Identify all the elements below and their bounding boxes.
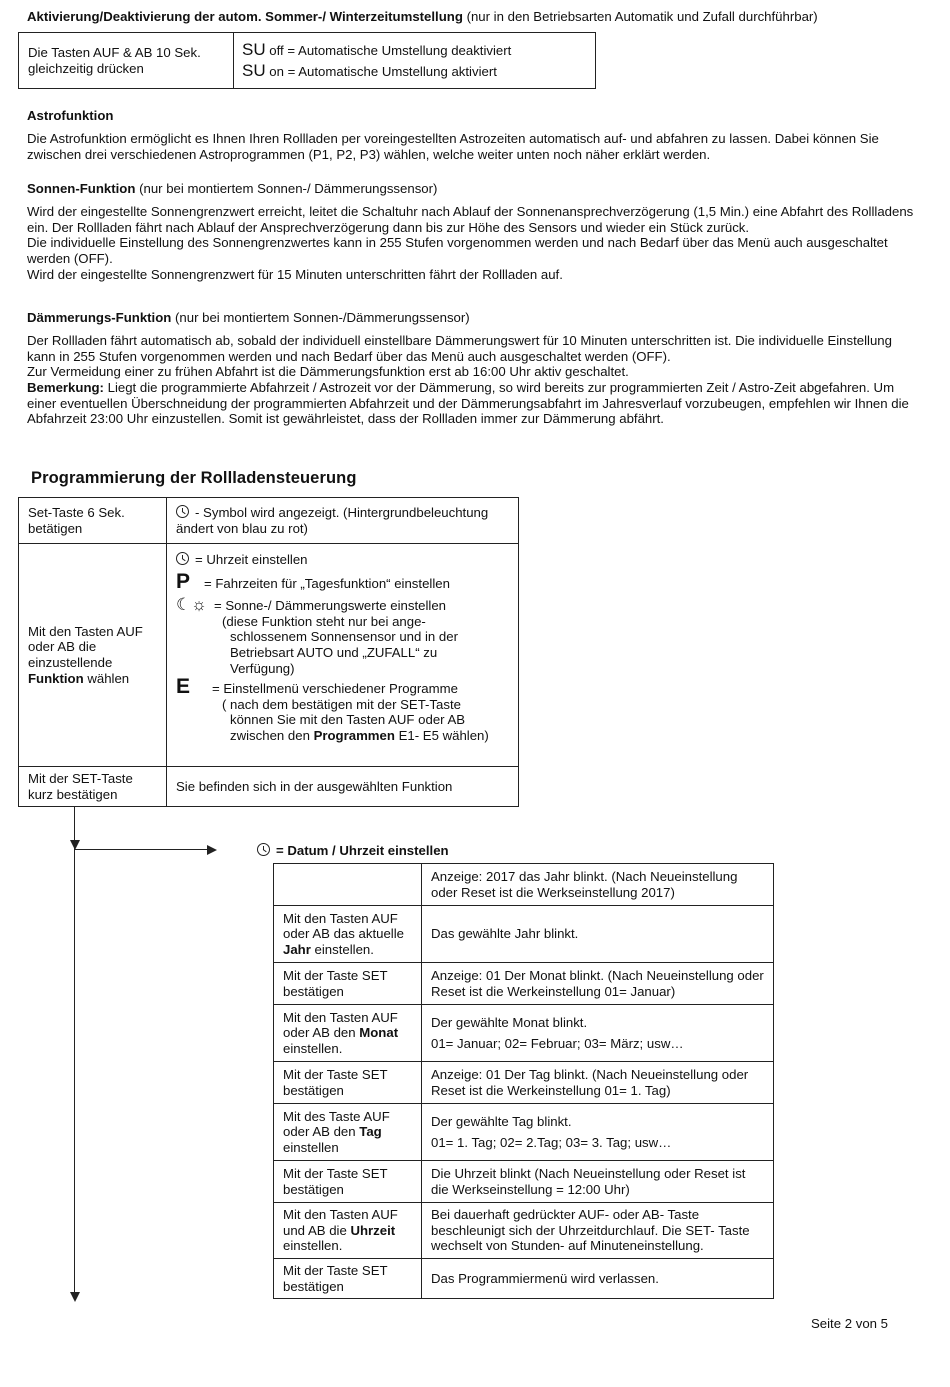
dt-r7-left — [274, 1203, 422, 1259]
dusk-heading: Dämmerungs-Funktion — [27, 310, 172, 325]
datetime-row-8 — [274, 1259, 774, 1299]
dt-r3-right — [422, 1005, 774, 1062]
prog-r2-sun-note-1: (diese Funktion steht nur bei ange- — [222, 613, 426, 629]
prog-r2-sun-note-2: schlossenem Sonnensensor und in der — [230, 629, 458, 645]
astro-text: Die Astrofunktion ermöglicht es Ihnen Ihren Rollladen per voreingestellten Astrozeiten automatisch auf- und abfahren zu lassen. Dabei können Sie zwischen drei verschiedenen Astroprogrammen (P1, P2, P3) wählen, welche weiter unten noch näher erklärt werden. — [27, 131, 879, 162]
prog-r2-p-text: = Fahrzeiten für „Tagesfunktion“ einstellen — [204, 575, 450, 591]
clock-icon — [176, 552, 189, 565]
dst-left-text: Die Tasten AUF & AB 10 Sek. gleichzeitig drücken — [28, 44, 201, 76]
dt-r5-left — [274, 1104, 422, 1161]
dst-heading: Aktivierung/Deaktivierung der autom. Sommer-/ Winterzeitumstellung — [27, 9, 463, 24]
prog-r1-right-text: - Symbol wird angezeigt. (Hintergrundbeleuchtung ändert von blau zu rot) — [176, 504, 489, 536]
dt-r8-left: Mit der Taste SET bestätigen — [274, 1259, 422, 1299]
prog-row-1 — [19, 498, 519, 544]
dt-r1-left — [274, 906, 422, 963]
sun-p3: Wird der eingestellte Sonnengrenzwert für 15 Minuten unterschritten fährt der Rollladen auf. — [27, 267, 563, 282]
dst-heading-line — [27, 9, 927, 25]
prog-r2-left-c: wählen — [87, 670, 130, 686]
dt-r4-right: Anzeige: 01 Der Tag blinkt. (Nach Neueinstellung oder Reset ist die Werkeinstellung 01= 1. Tag) — [422, 1062, 774, 1104]
dt-r7-left-a: Mit den Tasten AUF und AB die — [283, 1207, 398, 1238]
prog-r3-left: Mit der SET-Taste kurz bestätigen — [19, 767, 167, 807]
sun-heading-note: (nur bei montiertem Sonnen-/ Dämmerungssensor) — [139, 181, 438, 196]
dt-r3-left — [274, 1005, 422, 1062]
datetime-row-7 — [274, 1203, 774, 1259]
program-p-icon: P — [176, 569, 191, 593]
dst-heading-note: (nur in den Betriebsarten Automatik und Zufall durchführbar) — [466, 9, 818, 24]
dt-r5-right-a: Der gewählte Tag blinkt. — [431, 1113, 572, 1129]
dt-r0-left — [274, 864, 422, 906]
dt-r5-right-b: 01= 1. Tag; 02= 2.Tag; 03= 3. Tag; usw… — [431, 1134, 672, 1150]
dt-r3-left-c: einstellen. — [283, 1040, 343, 1056]
prog-r2-left-b: Funktion — [28, 670, 84, 686]
datetime-heading: = Datum / Uhrzeit einstellen — [276, 843, 449, 858]
program-e-icon: E — [176, 675, 191, 699]
prog-r2-right — [167, 544, 519, 767]
datetime-table — [273, 863, 774, 1299]
datetime-row-5 — [274, 1104, 774, 1161]
prog-r2-e-note-2: können Sie mit den Tasten AUF oder AB — [230, 712, 466, 728]
prog-r2-left — [19, 544, 167, 767]
dt-r3-right-a: Der gewählte Monat blinkt. — [431, 1014, 588, 1030]
dt-r7-left-b: Uhrzeit — [350, 1222, 396, 1238]
flow-line-vertical — [74, 806, 75, 1292]
arrow-down-icon — [70, 1292, 80, 1302]
dt-r1-right: Das gewählte Jahr blinkt. — [422, 906, 774, 963]
dt-r8-right: Das Programmiermenü wird verlassen. — [422, 1259, 774, 1299]
dt-r7-right: Bei dauerhaft gedrückter AUF- oder AB- Taste beschleunigt sich der Uhrzeitdurchlauf. Die SET- Taste wechselt von Stunden- auf Minuteneinstellung. — [422, 1203, 774, 1259]
dt-r2-left: Mit der Taste SET bestätigen — [274, 963, 422, 1005]
dt-r7-left-c: einstellen. — [283, 1238, 343, 1254]
prog-r2-e-note-3c: E1- E5 wählen) — [398, 727, 489, 743]
dusk-p2: Zur Vermeidung einer zu frühen Abfahrt ist die Dämmerungsfunktion erst ab 16:00 Uhr aktiv geschaltet. — [27, 364, 629, 379]
sun-p1: Wird der eingestellte Sonnengrenzwert erreicht, leitet die Schaltuhr nach Ablauf der Sonnenansprechverzögerung (1,5 Min.) eine Abfahrt des Rollladens ein. Der Rollladen fährt nach Ablauf der Ansprechverzögerung dann bis zur Höhe des Sensors und wieder ein Stück zurück. — [27, 204, 914, 235]
prog-r2-left-a: Mit den Tasten AUF oder AB die einzustellende — [28, 623, 143, 670]
dt-r5-left-a: Mit des Taste AUF oder AB den — [283, 1108, 390, 1140]
dusk-remark-label: Bemerkung: — [27, 380, 104, 395]
sun-heading-line — [27, 181, 927, 197]
dst-table — [18, 32, 596, 89]
arrow-right-icon — [207, 845, 217, 855]
datetime-heading-line — [257, 843, 449, 859]
prog-r2-sun-text: = Sonne-/ Dämmerungswerte einstellen — [214, 598, 446, 614]
dusk-remark-text: Liegt die programmierte Abfahrzeit / Astrozeit vor der Dämmerung, so wird bereits zur programmierten Zeit / Astro-Zeit abgefahren. Um einer eventuellen Überschneidung der programmierten Abfahrzeit und der Dämmerungsabfahrt im Jahresverlauf vorzubeugen, empfehlen wir Ihnen die Abfahrzeit 23:00 Uhr einzustellen. Somit ist gewährleistet, dass der Rollladen immer zur Dämmerung abfährt. — [27, 380, 909, 427]
dt-r3-left-a: Mit den Tasten AUF oder AB den — [283, 1009, 398, 1041]
dt-r6-right: Die Uhrzeit blinkt (Nach Neueinstellung oder Reset ist die Werkseinstellung = 12:00 Uhr) — [422, 1161, 774, 1203]
prog-r2-e-note-3a: zwischen den — [230, 727, 310, 743]
prog-r2-clock-text: = Uhrzeit einstellen — [195, 552, 308, 567]
prog-heading: Programmierung der Rollladensteuerung — [31, 469, 357, 487]
dt-r4-left: Mit der Taste SET bestätigen — [274, 1062, 422, 1104]
page-number: Seite 2 von 5 — [811, 1316, 888, 1331]
su-off-text: off = Automatische Umstellung deaktiviert — [269, 42, 512, 58]
datetime-row-0 — [274, 864, 774, 906]
datetime-row-6 — [274, 1161, 774, 1203]
dst-right-cell — [234, 33, 596, 89]
dt-r1-left-b: Jahr — [283, 941, 311, 957]
dusk-remark — [27, 380, 920, 427]
prog-row-3 — [19, 767, 519, 807]
datetime-row-1 — [274, 906, 774, 963]
datetime-row-3 — [274, 1005, 774, 1062]
dt-r6-left: Mit der Taste SET bestätigen — [274, 1161, 422, 1203]
dusk-heading-line — [27, 310, 927, 326]
dt-r5-left-b: Tag — [359, 1124, 382, 1140]
dt-r3-left-b: Monat — [359, 1025, 399, 1041]
prog-r2-sun-note-4: Verfügung) — [230, 660, 295, 676]
dt-r3-right-b: 01= Januar; 02= Februar; 03= März; usw… — [431, 1035, 684, 1051]
prog-r3-right: Sie befinden sich in der ausgewählten Funktion — [167, 767, 519, 807]
astro-heading: Astrofunktion — [27, 108, 114, 123]
dt-r1-left-a: Mit den Tasten AUF oder AB das aktuelle — [283, 910, 404, 942]
moon-sun-icon: ☾☼ — [176, 595, 207, 615]
clock-icon — [257, 843, 270, 856]
datetime-row-2 — [274, 963, 774, 1005]
datetime-row-4 — [274, 1062, 774, 1104]
dusk-p1: Der Rollladen fährt automatisch ab, sobald der individuell einstellbare Dämmerungswert für 10 Minuten unterschritten ist. Die individuelle Einstellung kann in 255 Stufen vorgenommen werden und nach Bedarf über das Menü auch ausgeschaltet werden (OFF). — [27, 333, 892, 364]
su-off-code: SU — [242, 39, 266, 59]
prog-row-2 — [19, 544, 519, 767]
dst-left-cell — [19, 33, 234, 89]
su-on-text: on = Automatische Umstellung aktiviert — [269, 63, 497, 79]
dt-r2-right: Anzeige: 01 Der Monat blinkt. (Nach Neueinstellung oder Reset ist die Werkeinstellung 01= Januar) — [422, 963, 774, 1005]
sun-heading: Sonnen-Funktion — [27, 181, 136, 196]
prog-r1-left: Set-Taste 6 Sek. betätigen — [19, 498, 167, 544]
dt-r5-right — [422, 1104, 774, 1161]
clock-icon — [176, 505, 189, 518]
prog-r2-e-note-3 — [176, 728, 509, 744]
dt-r1-left-c: einstellen. — [314, 941, 374, 957]
prog-r2-e-text: = Einstellmenü verschiedener Programme — [212, 681, 458, 697]
su-on-code: SU — [242, 60, 266, 80]
prog-r1-right — [167, 498, 519, 544]
flow-line-horizontal — [74, 849, 208, 850]
sun-p2: Die individuelle Einstellung des Sonnengrenzwertes kann in 255 Stufen vorgenommen werden und nach Bedarf über das Menü auch ausgeschaltet werden (OFF). — [27, 235, 888, 266]
prog-table — [18, 497, 519, 807]
prog-r2-e-note-3b: Programmen — [313, 727, 395, 743]
prog-r2-sun-note-3: Betriebsart AUTO und „ZUFALL“ zu — [230, 644, 438, 660]
dt-r0-right: Anzeige: 2017 das Jahr blinkt. (Nach Neueinstellung oder Reset ist die Werkseinstellung 2017) — [422, 864, 774, 906]
dt-r5-left-c: einstellen — [283, 1139, 339, 1155]
dusk-heading-note: (nur bei montiertem Sonnen-/Dämmerungssensor) — [175, 310, 470, 325]
prog-r2-e-note-1: ( nach dem bestätigen mit der SET-Taste — [222, 696, 461, 712]
